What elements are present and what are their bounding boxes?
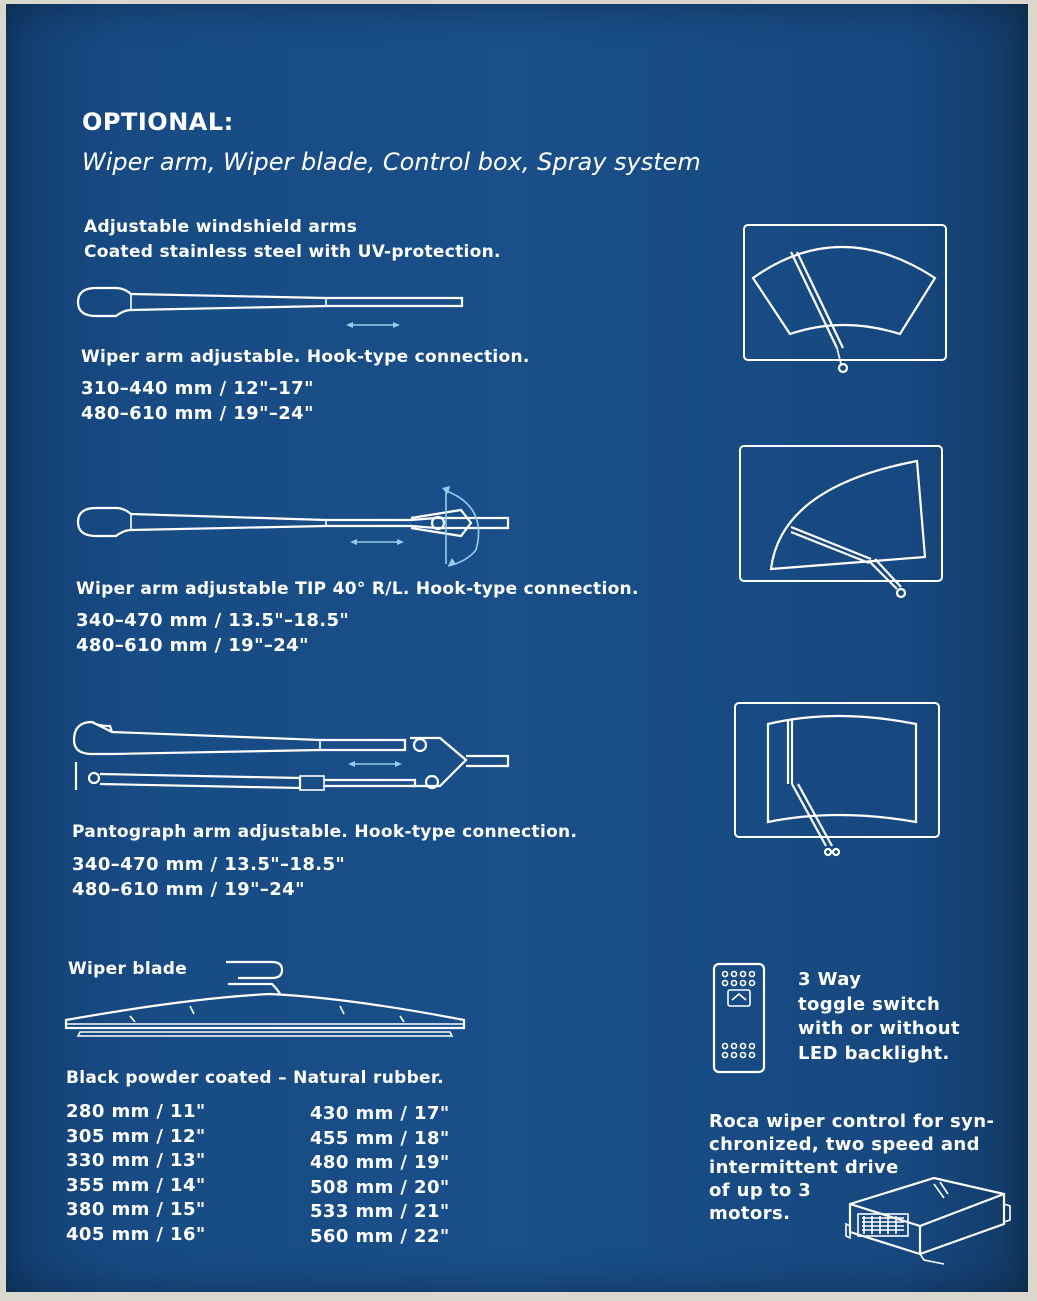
optional-subheading: Wiper arm, Wiper blade, Control box, Spray system xyxy=(82,148,701,176)
blade-size: 330 mm / 13" xyxy=(66,1150,206,1171)
arm1-title: Wiper arm adjustable. Hook-type connection. xyxy=(81,347,530,367)
arm1-sizes xyxy=(81,377,314,426)
tip-sweep-icon xyxy=(741,447,941,580)
arm2-sizes xyxy=(76,609,349,658)
arm1-size: 310–440 mm / 12"–17" xyxy=(81,378,314,399)
blade-size: 533 mm / 21" xyxy=(310,1201,450,1222)
arm1-size: 480–610 mm / 19"–24" xyxy=(81,402,314,424)
arm2-size: 480–610 mm / 19"–24" xyxy=(76,634,309,656)
arm2-title: Wiper arm adjustable TIP 40° R/L. Hook-type connection. xyxy=(76,579,639,599)
switch-line: toggle switch xyxy=(798,993,941,1015)
blade-size: 380 mm / 15" xyxy=(66,1199,206,1220)
wiper-blade-illustration xyxy=(60,954,480,1044)
switch-description xyxy=(798,968,960,1066)
control-line: of up to 3 xyxy=(709,1180,812,1201)
control-line: intermittent drive xyxy=(709,1157,899,1178)
wiper-arm-illustration xyxy=(76,282,476,332)
blade-size: 305 mm / 12" xyxy=(66,1125,206,1147)
control-box-icon xyxy=(844,1164,1014,1274)
toggle-switch-icon xyxy=(712,962,766,1074)
arm3-size: 340–470 mm / 13.5"–18.5" xyxy=(72,854,346,875)
switch-line: LED backlight. xyxy=(798,1042,950,1064)
windshield-diagram-2 xyxy=(739,445,943,582)
blade-size: 455 mm / 18" xyxy=(310,1127,450,1149)
blade-sizes-left xyxy=(66,1100,206,1247)
control-line: chronized, two speed and xyxy=(709,1134,980,1155)
blade-size: 508 mm / 20" xyxy=(310,1176,450,1198)
tip-arm-illustration xyxy=(76,484,516,564)
arm3-sizes xyxy=(72,853,345,902)
arm3-size: 480–610 mm / 19"–24" xyxy=(72,878,305,900)
switch-line: 3 Way xyxy=(798,969,862,990)
control-line: Roca wiper control for syn- xyxy=(709,1111,995,1132)
arms-intro-line1: Adjustable windshield arms xyxy=(84,217,358,237)
control-line: motors. xyxy=(709,1203,791,1224)
blade-sizes-right xyxy=(310,1102,450,1249)
arms-intro-line2: Coated stainless steel with UV-protection. xyxy=(84,242,501,262)
blade-size: 480 mm / 19" xyxy=(310,1152,450,1173)
pantograph-sweep-icon xyxy=(736,704,938,836)
blade-label: Wiper blade xyxy=(68,959,188,979)
wiper-sweep-icon xyxy=(745,226,945,359)
optional-heading: OPTIONAL: xyxy=(82,108,234,136)
blade-size: 405 mm / 16" xyxy=(66,1223,206,1245)
switch-line: with or without xyxy=(798,1018,960,1039)
arm2-size: 340–470 mm / 13.5"–18.5" xyxy=(76,610,350,631)
blade-size: 280 mm / 11" xyxy=(66,1101,206,1122)
blade-size: 355 mm / 14" xyxy=(66,1174,206,1196)
product-box-back xyxy=(6,4,1028,1292)
blade-size: 430 mm / 17" xyxy=(310,1103,450,1124)
pantograph-arm-illustration xyxy=(70,716,520,798)
windshield-diagram-1 xyxy=(743,224,947,361)
arm3-title: Pantograph arm adjustable. Hook-type connection. xyxy=(72,822,578,842)
windshield-diagram-3 xyxy=(734,702,940,838)
blade-description: Black powder coated – Natural rubber. xyxy=(66,1068,444,1088)
blade-size: 560 mm / 22" xyxy=(310,1225,450,1247)
